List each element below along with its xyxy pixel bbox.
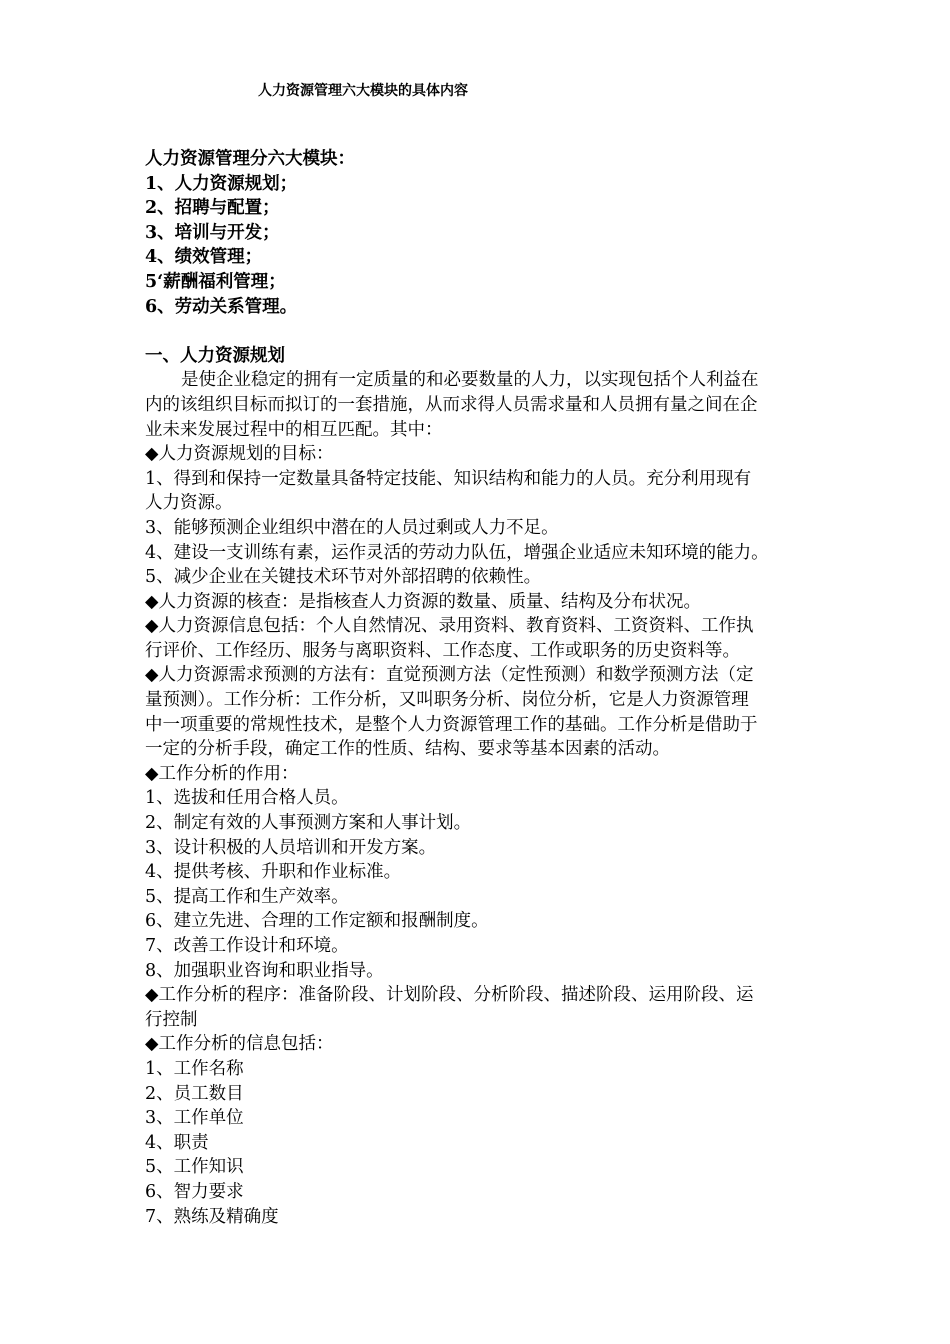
list-item: 1、选拔和任用合格人员。 <box>145 788 349 809</box>
list-item: 8、加强职业咨询和职业指导。 <box>145 960 384 981</box>
bullet-line: ◆工作分析的信息包括： <box>145 1034 334 1055</box>
module-item: 5‘薪酬福利管理； <box>145 271 286 292</box>
module-item: 6、劳动关系管理。 <box>145 296 298 317</box>
list-item: 1、工作名称 <box>145 1058 244 1079</box>
list-item: 3、工作单位 <box>145 1108 244 1129</box>
module-list <box>145 172 825 320</box>
list-item: 4、建设一支训练有素，运作灵活的劳动力队伍，增强企业适应未知环境的能力。 <box>145 542 769 563</box>
bullet-line: ◆人力资源需求预测的方法有：直觉预测方法（定性预测）和数学预测方法（定 <box>145 665 754 686</box>
list-item: 7、熟练及精确度 <box>145 1206 279 1227</box>
list-item: 5、减少企业在关键技术环节对外部招聘的依赖性。 <box>145 567 542 588</box>
list-item: 2、制定有效的人事预测方案和人事计划。 <box>145 813 472 834</box>
paragraph-line: 行控制 <box>145 1009 198 1030</box>
bullet-line: ◆人力资源规划的目标： <box>145 444 334 465</box>
paragraph-line: 行评价、工作经历、服务与离职资料、工作态度、工作或职务的历史资料等。 <box>145 640 740 661</box>
section-heading: 一、人力资源规划 <box>145 345 285 366</box>
intro-heading: 人力资源管理分六大模块： <box>145 149 355 169</box>
list-item: 6、建立先进、合理的工作定额和报酬制度。 <box>145 911 489 932</box>
bullet-line: ◆工作分析的程序：准备阶段、计划阶段、分析阶段、描述阶段、运用阶段、运 <box>145 985 754 1006</box>
document-title: 人力资源管理六大模块的具体内容 <box>258 83 468 99</box>
module-item: 2、招聘与配置； <box>145 198 280 219</box>
bullet-line: ◆工作分析的作用： <box>145 763 299 784</box>
list-item: 1、得到和保持一定数量具备特定技能、知识结构和能力的人员。充分利用现有 <box>145 468 752 489</box>
list-item: 人力资源。 <box>145 493 233 514</box>
paragraph-line: 业未来发展过程中的相互匹配。其中： <box>145 419 443 440</box>
paragraph-line: 中一项重要的常规性技术，是整个人力资源管理工作的基础。工作分析是借助于 <box>145 714 758 735</box>
paragraph-line: 内的该组织目标而拟订的一套措施，从而求得人员需求量和人员拥有量之间在企 <box>145 394 758 415</box>
module-item: 1、人力资源规划； <box>145 173 298 194</box>
section-body <box>145 368 825 1229</box>
module-item: 3、培训与开发； <box>145 222 280 243</box>
list-item: 6、智力要求 <box>145 1181 244 1202</box>
list-item: 7、改善工作设计和环境。 <box>145 936 349 956</box>
paragraph-line: 量预测）。工作分析：工作分析，又叫职务分析、岗位分析，它是人力资源管理 <box>145 690 749 711</box>
paragraph-line: 是使企业稳定的拥有一定质量的和必要数量的人力，以实现包括个人利益在 <box>181 370 759 391</box>
document-body <box>145 147 825 1229</box>
list-item: 3、能够预测企业组织中潜在的人员过剩或人力不足。 <box>145 517 559 538</box>
module-item: 4、绩效管理； <box>145 247 263 268</box>
bullet-line: ◆人力资源信息包括：个人自然情况、录用资料、教育资料、工资资料、工作执 <box>145 616 754 637</box>
list-item: 5、工作知识 <box>145 1157 244 1178</box>
paragraph-spacer <box>145 319 825 344</box>
list-item: 3、设计积极的人员培训和开发方案。 <box>145 837 437 858</box>
list-item: 4、职责 <box>145 1132 209 1153</box>
list-item: 5、提高工作和生产效率。 <box>145 886 349 907</box>
paragraph-line: 一定的分析手段，确定工作的性质、结构、要求等基本因素的活动。 <box>145 739 670 760</box>
list-item: 4、提供考核、升职和作业标准。 <box>145 862 402 883</box>
list-item: 2、员工数目 <box>145 1083 244 1104</box>
bullet-line: ◆人力资源的核查：是指核查人力资源的数量、质量、结构及分布状况。 <box>145 591 701 612</box>
